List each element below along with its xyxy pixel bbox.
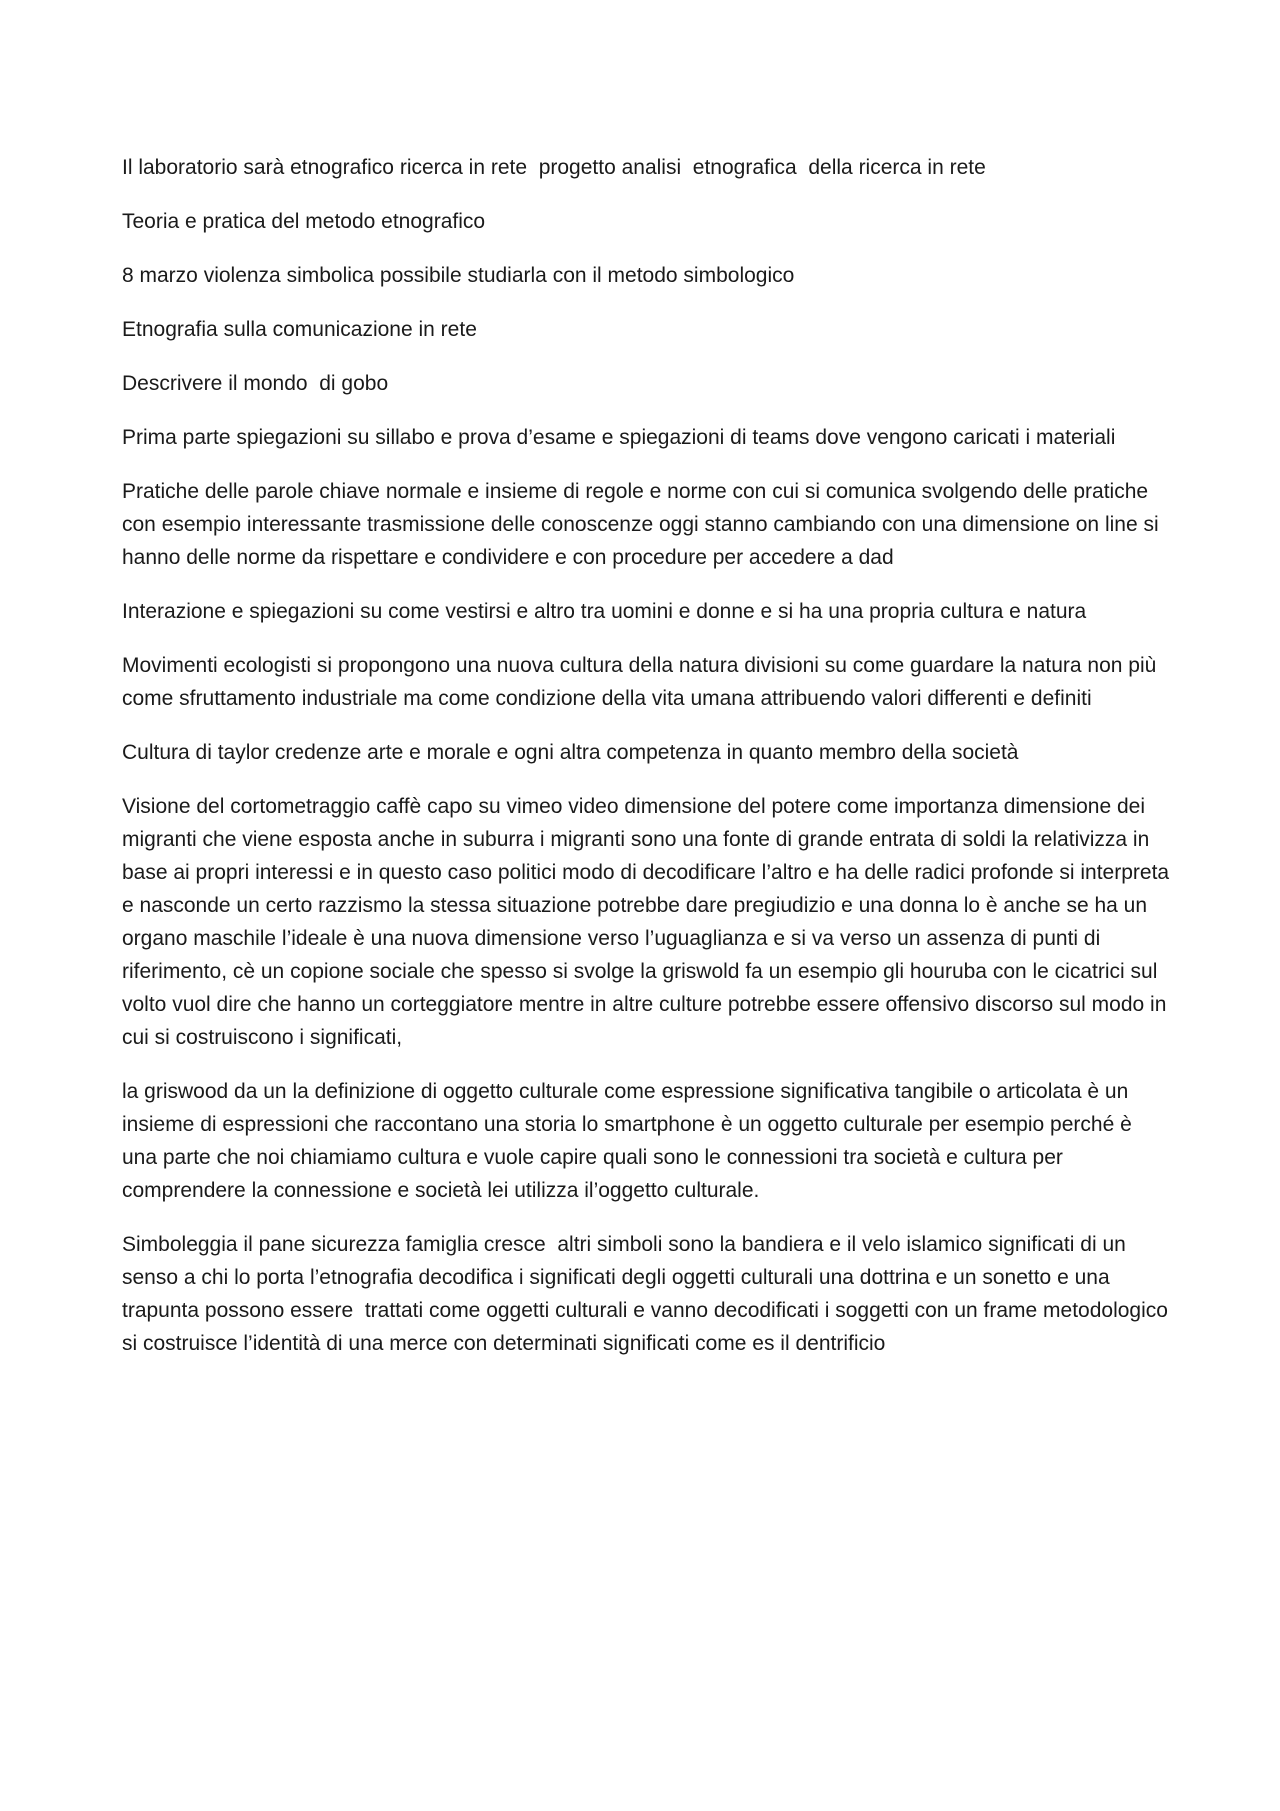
paragraph: Simboleggia il pane sicurezza famiglia cresce altri simboli sono la bandiera e il velo islamico significati di un senso a chi lo porta l’etnografia decodifica i significati degli oggetti culturali una dottrina e un sonetto e una trapunta possono essere trattati come oggetti culturali e vanno decodificati i soggetti con un frame metodologico si costruisce l’identità di una merce con determinati significati come es il dentrificio xyxy=(122,1233,1174,1355)
paragraph: Movimenti ecologisti si propongono una nuova cultura della natura divisioni su come guardare la natura non più come sfruttamento industriale ma come condizione della vita umana attribuendo valori differenti e definiti xyxy=(122,654,1163,710)
paragraph: Prima parte spiegazioni su sillabo e prova d’esame e spiegazioni di teams dove vengono caricati i materiali xyxy=(122,426,1116,449)
paragraph: Cultura di taylor credenze arte e morale e ogni altra competenza in quanto membro della società xyxy=(122,741,1019,764)
paragraph: Etnografia sulla comunicazione in rete xyxy=(122,318,477,341)
document-body xyxy=(122,151,1175,1381)
paragraph: Descrivere il mondo di gobo xyxy=(122,372,389,395)
paragraph: Il laboratorio sarà etnografico ricerca in rete progetto analisi etnografica della ricerca in rete xyxy=(122,156,986,179)
paragraph: Visione del cortometraggio caffè capo su vimeo video dimensione del potere come importanza dimensione dei migranti che viene esposta anche in suburra i migranti sono una fonte di grande entrata di soldi la relativizza in base ai propri interessi e in questo caso politici modo di decodificare l’altro e ha delle radici profonde si interpreta e nasconde un certo razzismo la stessa situazione potrebbe dare pregiudizio e una donna lo è anche se ha un organo maschile l’ideale è una nuova dimensione verso l’uguaglianza e si va verso un assenza di punti di riferimento, cè un copione sociale che spesso si svolge la griswold fa un esempio gli houruba con le cicatrici sul volto vuol dire che hanno un corteggiatore mentre in altre culture potrebbe essere offensivo discorso sul modo in cui si costruiscono i significati, xyxy=(122,795,1175,1049)
paragraph: Teoria e pratica del metodo etnografico xyxy=(122,210,486,233)
paragraph: 8 marzo violenza simbolica possibile studiarla con il metodo simbologico xyxy=(122,264,795,287)
paragraph: la griswood da un la definizione di oggetto culturale come espressione significativa tangibile o articolata è un insieme di espressioni che raccontano una storia lo smartphone è un oggetto culturale per esempio perché è una parte che noi chiamiamo cultura e vuole capire quali sono le connessioni tra società e cultura per comprendere la connessione e società lei utilizza il’oggetto culturale. xyxy=(122,1080,1138,1202)
paragraph: Interazione e spiegazioni su come vestirsi e altro tra uomini e donne e si ha una propria cultura e natura xyxy=(122,600,1087,623)
paragraph: Pratiche delle parole chiave normale e insieme di regole e norme con cui si comunica svolgendo delle pratiche con esempio interessante trasmissione delle conoscenze oggi stanno cambiando con una dimensione on line si hanno delle norme da rispettare e condividere e con procedure per accedere a dad xyxy=(122,480,1165,569)
